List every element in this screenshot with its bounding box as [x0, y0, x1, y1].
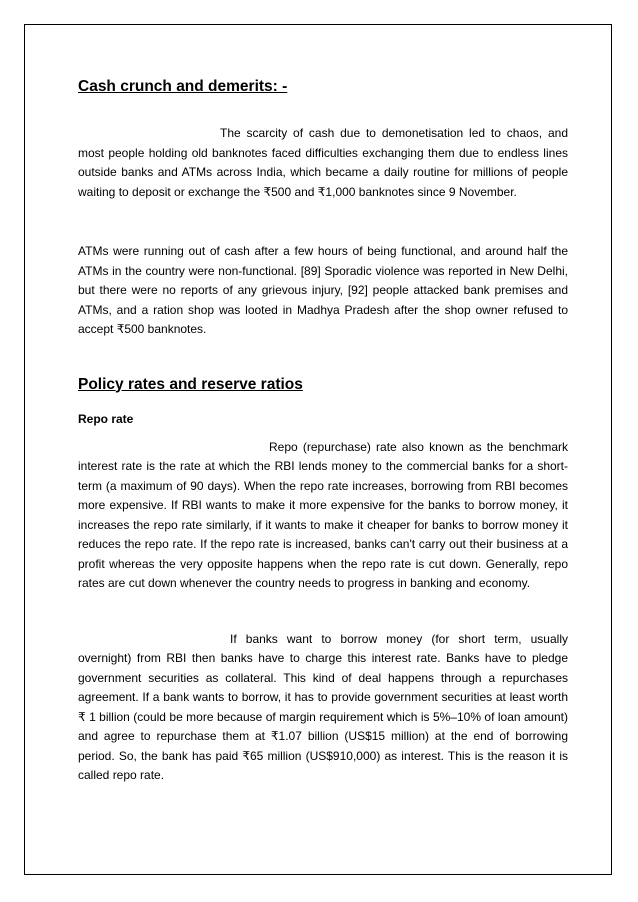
document-content: [78, 70, 568, 786]
paragraph-atms: ATMs were running out of cash after a few hours of being functional, and around half the ATMs in the country were non-functional. [89] Sporadic violence was reported in New Delhi, but there were no reports of any grievous injury, [92] people attacked bank premises and ATMs, and a ration shop was looted in Madhya Pradesh after the shop owner refused to accept ₹500 banknotes.: [78, 244, 568, 336]
subheading-repo-rate: Repo rate: [78, 411, 134, 426]
paragraph-repo-borrowing: If banks want to borrow money (for short term, usually overnight) from RBI then banks have to charge this interest rate. Banks have to pledge government securities as collateral. This kind of deal happens through a repurchases agreement. If a bank wants to borrow, it has to provide government securities at least worth ₹ 1 billion (could be more because of margin requirement which is 5%–10% of loan amount) and agree to repurchase them at ₹1.07 billion (US$15 million) at the end of borrowing period. So, the bank has paid ₹65 million (US$910,000) as interest. This is the reason it is called repo rate.: [78, 631, 568, 782]
section-heading-policy-rates: Policy rates and reserve ratios: [78, 375, 303, 393]
paragraph-repo-definition: Repo (repurchase) rate also known as the benchmark interest rate is the rate at which the RBI lends money to the commercial banks for a short-term (a maximum of 90 days). When the repo rate increases, borrowing from RBI becomes more expensive. If RBI wants to make it more expensive for the banks to borrow money, it increases the repo rate similarly, if it wants to make it cheaper for banks to borrow money it reduces the repo rate. If the repo rate is increased, banks can't carry out their business at a profit whereas the very opposite happens when the repo rate is cut down. Generally, repo rates are cut down whenever the country needs to progress in banking and economy.: [78, 439, 568, 590]
paragraph-cash-scarcity: The scarcity of cash due to demonetisation led to chaos, and most people holding old banknotes faced difficulties exchanging them due to endless lines outside banks and ATMs across India, which became a daily routine for millions of people waiting to deposit or exchange the ₹500 and ₹1,000 banknotes since 9 November.: [78, 126, 568, 199]
section-heading-cash-crunch: Cash crunch and demerits: -: [78, 78, 288, 95]
